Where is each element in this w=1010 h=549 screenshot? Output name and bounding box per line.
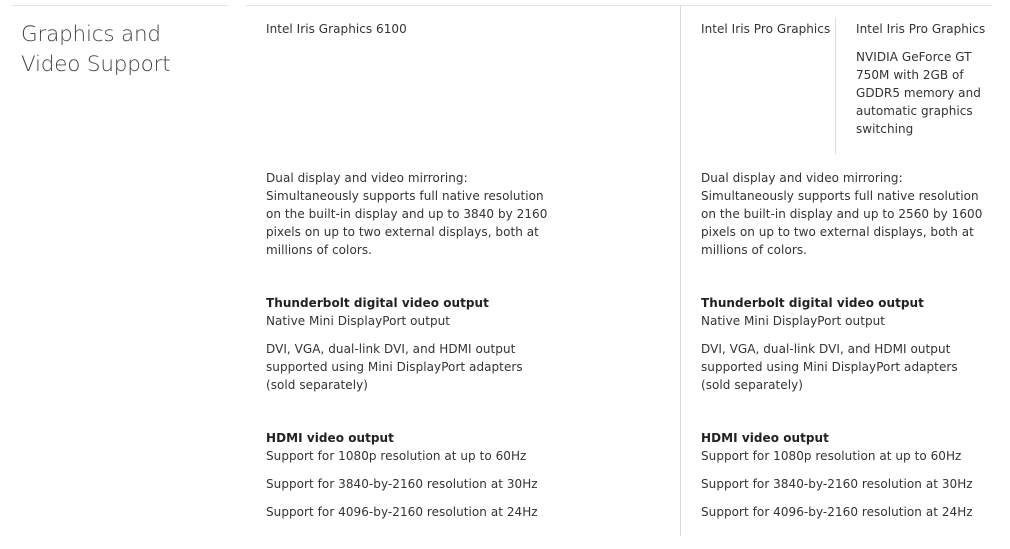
right-graphics-b-line-5: automatic graphics (856, 104, 973, 118)
left-display-line-1: Dual display and video mirroring: (266, 171, 468, 185)
left-display-line-5: millions of colors. (266, 243, 372, 257)
right-graphics-b-line-4: GDDR5 memory and (856, 86, 981, 100)
right-adapters-line-1: DVI, VGA, dual-link DVI, and HDMI output (701, 342, 951, 356)
right-graphics-spec-a: Intel Iris Pro Graphics (701, 22, 831, 36)
right-hdmi-1080p: Support for 1080p resolution at up to 60Hz (701, 449, 962, 463)
left-graphics-spec: Intel Iris Graphics 6100 (266, 22, 407, 36)
right-graphics-b-line-2: NVIDIA GeForce GT (856, 50, 972, 64)
right-adapters-line-3: (sold separately) (701, 378, 803, 392)
left-display-line-3: on the built-in display and up to 3840 by 2160 (266, 207, 548, 221)
left-hdmi-3840: Support for 3840-by-2160 resolution at 30Hz (266, 477, 538, 491)
right-display-line-2: Simultaneously supports full native resolution (701, 189, 979, 203)
section-title-line-2: Video Support (21, 52, 171, 77)
left-display-line-4: pixels on up to two external displays, both at (266, 225, 539, 239)
left-adapters-line-3: (sold separately) (266, 378, 368, 392)
section-divider-left (12, 5, 228, 6)
column-divider (680, 6, 681, 536)
right-display-line-3: on the built-in display and up to 2560 by 1600 (701, 207, 983, 221)
left-adapters-line-1: DVI, VGA, dual-link DVI, and HDMI output (266, 342, 516, 356)
right-hdmi-heading: HDMI video output (701, 431, 829, 445)
right-graphics-b-line-1: Intel Iris Pro Graphics (856, 22, 986, 36)
right-thunderbolt-native: Native Mini DisplayPort output (701, 314, 886, 328)
left-hdmi-1080p: Support for 1080p resolution at up to 60Hz (266, 449, 527, 463)
left-display-line-2: Simultaneously supports full native resolution (266, 189, 544, 203)
subcolumn-divider (835, 18, 836, 154)
left-hdmi-4096: Support for 4096-by-2160 resolution at 24Hz (266, 505, 538, 519)
section-divider-right (246, 5, 992, 6)
right-graphics-b-line-6: switching (856, 122, 914, 136)
left-hdmi-heading: HDMI video output (266, 431, 394, 445)
section-title-line-1: Graphics and (21, 22, 161, 47)
left-thunderbolt-native: Native Mini DisplayPort output (266, 314, 451, 328)
right-display-line-5: millions of colors. (701, 243, 807, 257)
left-adapters-line-2: supported using Mini DisplayPort adapters (266, 360, 523, 374)
right-display-line-4: pixels on up to two external displays, both at (701, 225, 974, 239)
section-title (21, 20, 221, 80)
right-hdmi-4096: Support for 4096-by-2160 resolution at 24Hz (701, 505, 973, 519)
right-graphics-b-line-3: 750M with 2GB of (856, 68, 964, 82)
left-thunderbolt-heading: Thunderbolt digital video output (266, 296, 489, 310)
right-hdmi-3840: Support for 3840-by-2160 resolution at 30Hz (701, 477, 973, 491)
right-adapters-line-2: supported using Mini DisplayPort adapters (701, 360, 958, 374)
right-display-line-1: Dual display and video mirroring: (701, 171, 903, 185)
right-thunderbolt-heading: Thunderbolt digital video output (701, 296, 924, 310)
